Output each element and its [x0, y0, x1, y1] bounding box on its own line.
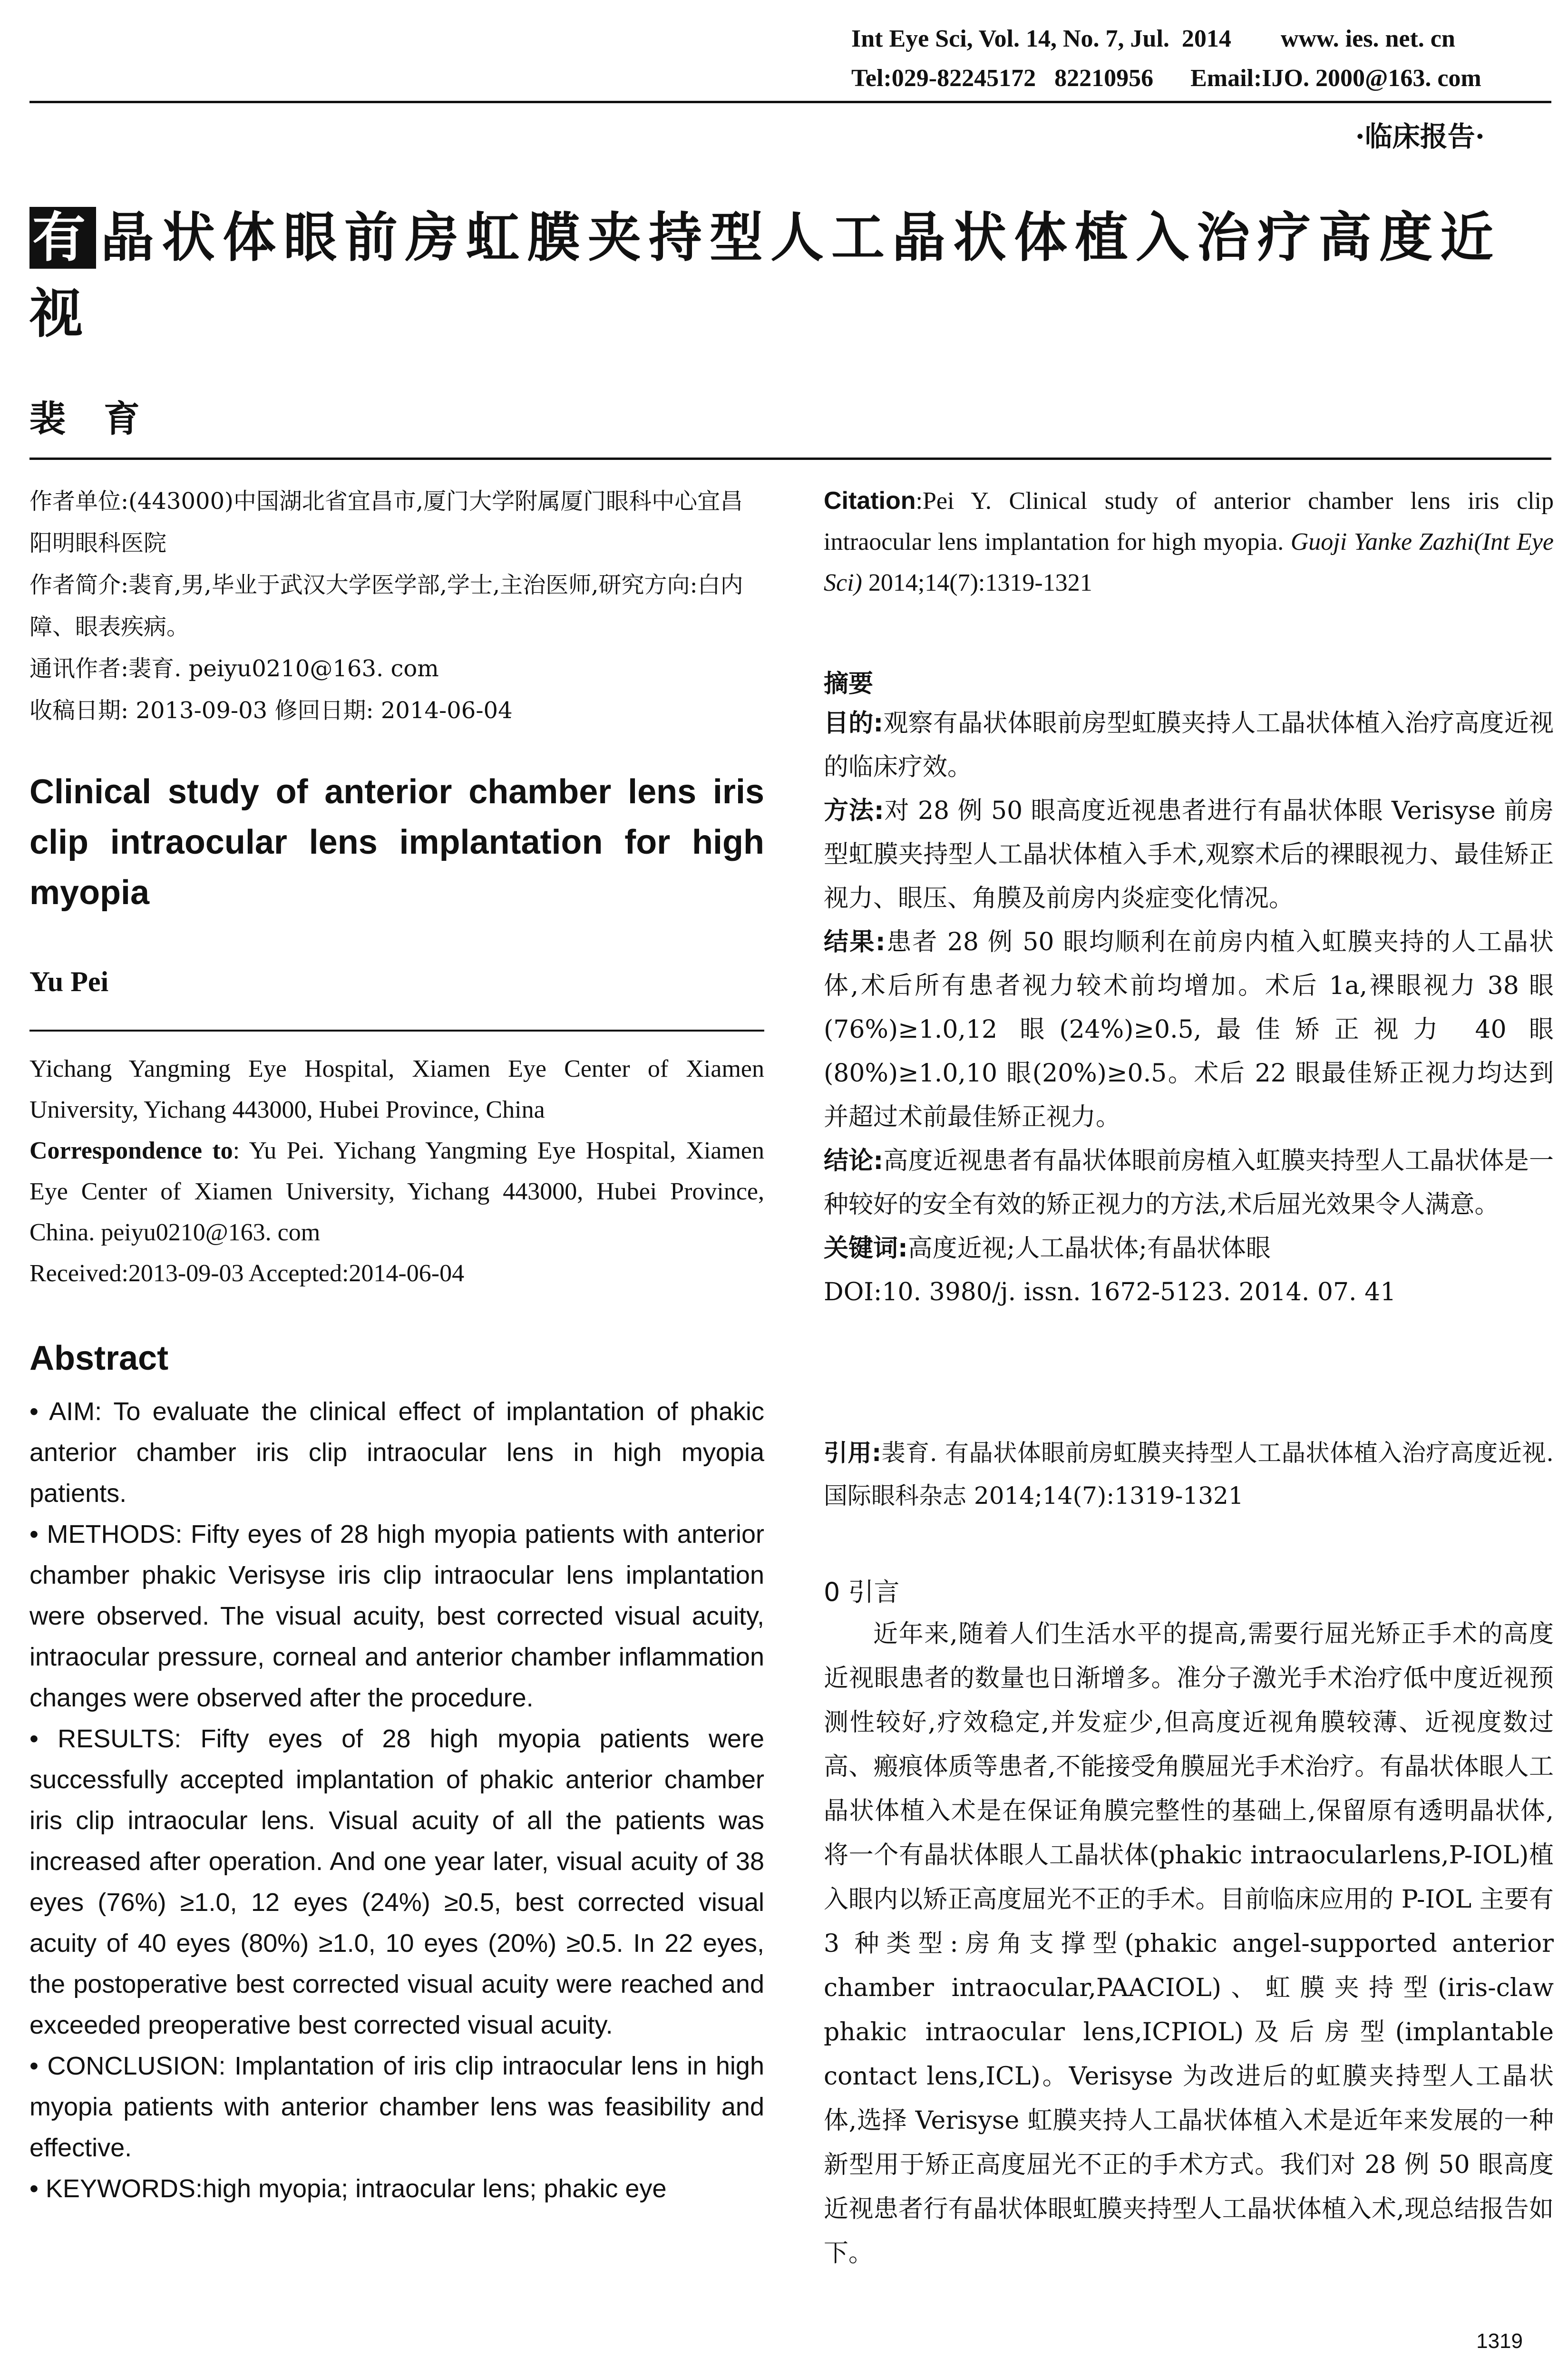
doi: DOI:10. 3980/j. issn. 1672-5123. 2014. 07. 41: [824, 1278, 1396, 1306]
title-mark: 有: [29, 207, 96, 269]
citation-tail: 2014;14(7):1319-1321: [862, 569, 1092, 596]
label-objective: 目的:: [824, 709, 884, 738]
title-cn-text: 晶状体眼前房虹膜夹持型人工晶状体植入治疗高度近视: [29, 207, 1501, 345]
label-conclusion: 结论:: [824, 1147, 884, 1175]
abstract-cn-results: [824, 920, 1554, 1139]
header-rule: [29, 101, 1551, 103]
journal-header-line: Int Eye Sci, Vol. 14, No. 7, Jul. 2014 www. ies. net. cn: [851, 25, 1455, 52]
citation-cn-text: 裴育. 有晶状体眼前房虹膜夹持型人工晶状体植入治疗高度近视. 国际眼科杂志 2014;14(7):1319-1321: [824, 1439, 1554, 1510]
author-en-rule: [29, 1030, 764, 1032]
affiliation-cn: [29, 480, 764, 731]
text-keywords: 高度近视;人工晶状体;有晶状体眼: [907, 1234, 1271, 1263]
abstract-cn-conclusion: [824, 1139, 1554, 1227]
corresponding-author-line: 通讯作者:裴育. peiyu0210@163. com: [29, 655, 439, 682]
title-cn: [29, 200, 1551, 352]
correspondence-text: : Yu Pei. Yichang Yangming Eye Hospital, Xiamen Eye Center of Xiamen University, Yichang 443000, Hubei Province, China. peiyu0210@163. com: [29, 1137, 764, 1246]
text-methods: 对 28 例 50 眼高度近视患者进行有晶状体眼 Verisyse 前房型虹膜夹持型人工晶状体植入手术,观察术后的裸眼视力、最佳矫正视力、眼压、角膜及前房内炎症变化情况。: [824, 797, 1554, 913]
label-methods: 方法:: [824, 797, 884, 825]
abstract-cn-methods: [824, 789, 1554, 920]
citation-label: Citation: [824, 487, 916, 515]
author-cn: 裴育: [29, 398, 178, 440]
citation-text: :Pei Y. Clinical study of anterior chamber lens iris clip intraocular lens implantation for high myopia.: [824, 487, 1554, 555]
section-tag: ·临床报告·: [1355, 120, 1485, 153]
citation-journal: Guoji Yanke Zazhi(Int Eye Sci): [824, 528, 1554, 596]
section-0-body: 近年来,随着人们生活水平的提高,需要行屈光矫正手术的高度近视眼患者的数量也日渐增多。准分子激光手术治疗低中度近视预测性较好,疗效稳定,并发症少,但高度近视角膜较薄、近视度数过高、瘢痕体质等患者,不能接受角膜屈光手术治疗。有晶状体眼人工晶状体植入术是在保证角膜完整性的基础上,保留原有透明晶状体,将一个有晶状体眼人工晶状体(phakic intraocularlens,P-IOL)植入眼内以矫正高度屈光不正的手术。目前临床应用的 P-IOL 主要有 3 种类型:房角支撑型(phakic angel-supported anterior chamber intraocular,PAACIOL)、虹膜夹持型(iris-claw phakic intraocular lens,ICPIOL)及后房型(implantable contact lens,ICL)。Verisyse 为改进后的虹膜夹持型人工晶状体,选择 Verisyse 虹膜夹持人工晶状体植入术是近年来发展的一种新型用于矫正高度屈光不正的手术方式。我们对 28 例 50 眼高度近视患者行有晶状体眼虹膜夹持型人工晶状体植入术,现总结报告如下。: [824, 1620, 1554, 2268]
citation-en: [824, 480, 1554, 604]
author-en: Yu Pei: [29, 966, 109, 997]
dates-en: Received:2013-09-03 Accepted:2014-06-04: [29, 1260, 465, 1287]
abstract-keywords: • KEYWORDS:high myopia; intraocular lens; phakic eye: [29, 2174, 667, 2203]
affiliation-en: [29, 1049, 764, 1294]
text-objective: 观察有晶状体眼前房型虹膜夹持人工晶状体植入治疗高度近视的临床疗效。: [824, 709, 1554, 781]
correspondence-label: Correspondence to: [29, 1137, 233, 1164]
text-results: 患者 28 例 50 眼均顺利在前房内植入虹膜夹持的人工晶状体,术后所有患者视力较术前均增加。术后 1a,裸眼视力 38 眼(76%)≥1.0,12 眼(24%)≥0.5,最佳矫正视力 40 眼(80%)≥1.0,10 眼(20%)≥0.5。术后 22 眼最佳矫正视力均达到并超过术前最佳矫正视力。: [824, 928, 1554, 1131]
abstract-cn-keywords: [824, 1227, 1554, 1270]
abstract-methods: • METHODS: Fifty eyes of 28 high myopia patients with anterior chamber phakic Verisyse iris clip intraocular lens implantation were observed. The visual acuity, best corrected visual acuity, intraocular pressure, corneal and anterior chamber inflammation changes were observed after the procedure.: [29, 1520, 764, 1712]
abstract-en-body: [29, 1391, 764, 2209]
abstract-cn-body: [824, 701, 1554, 1314]
abstract-aim: • AIM: To evaluate the clinical effect of implantation of phakic anterior chamber iris clip intraocular lens in high myopia patients.: [29, 1397, 764, 1508]
title-rule: [29, 458, 1551, 460]
abstract-cn-heading: 摘要: [824, 670, 874, 698]
affiliation-en-line: Yichang Yangming Eye Hospital, Xiamen Eye Center of Xiamen University, Yichang 443000, Hubei Province, China: [29, 1055, 764, 1123]
author-bio-line: 作者简介:裴育,男,毕业于武汉大学医学部,学士,主治医师,研究方向:白内障、眼表疾病。: [29, 572, 743, 640]
dates-line: 收稿日期: 2013-09-03 修回日期: 2014-06-04: [29, 697, 513, 724]
label-results: 结果:: [824, 928, 886, 956]
title-en: Clinical study of anterior chamber lens iris clip intraocular lens implantation for high myopia: [29, 773, 764, 912]
page-number: 1319: [1476, 2329, 1523, 2353]
citation-cn-label: 引用:: [824, 1439, 882, 1467]
correspondence-en: [29, 1130, 764, 1253]
label-keywords: 关键词:: [824, 1234, 908, 1263]
citation-cn: [824, 1432, 1554, 1517]
section-0-heading: 0 引言: [824, 1577, 900, 1607]
abstract-cn-objective: [824, 701, 1554, 789]
affiliation-line: 作者单位:(443000)中国湖北省宜昌市,厦门大学附属厦门眼科中心宜昌阳明眼科医院: [29, 488, 743, 556]
abstract-conclusion: • CONCLUSION: Implantation of iris clip intraocular lens in high myopia patients with anterior chamber lens was feasibility and effective.: [29, 2052, 764, 2162]
journal-contact-line: Tel:029-82245172 82210956 Email:IJO. 2000@163. com: [851, 65, 1481, 92]
abstract-heading: Abstract: [29, 1339, 169, 1377]
text-conclusion: 高度近视患者有晶状体眼前房植入虹膜夹持型人工晶状体是一种较好的安全有效的矫正视力的方法,术后屈光效果令人满意。: [824, 1147, 1554, 1219]
abstract-results: • RESULTS: Fifty eyes of 28 high myopia patients were successfully accepted implantation of phakic anterior chamber iris clip intraocular lens. Visual acuity of all the patients was increased after operation. And one year later, visual acuity of 38 eyes (76%) ≥1.0, 12 eyes (24%) ≥0.5, best corrected visual acuity of 40 eyes (80%) ≥1.0, 10 eyes (20%) ≥0.5. In 22 eyes, the postoperative best corrected visual acuity were reached and exceeded preoperative best corrected visual acuity.: [29, 1724, 764, 2039]
